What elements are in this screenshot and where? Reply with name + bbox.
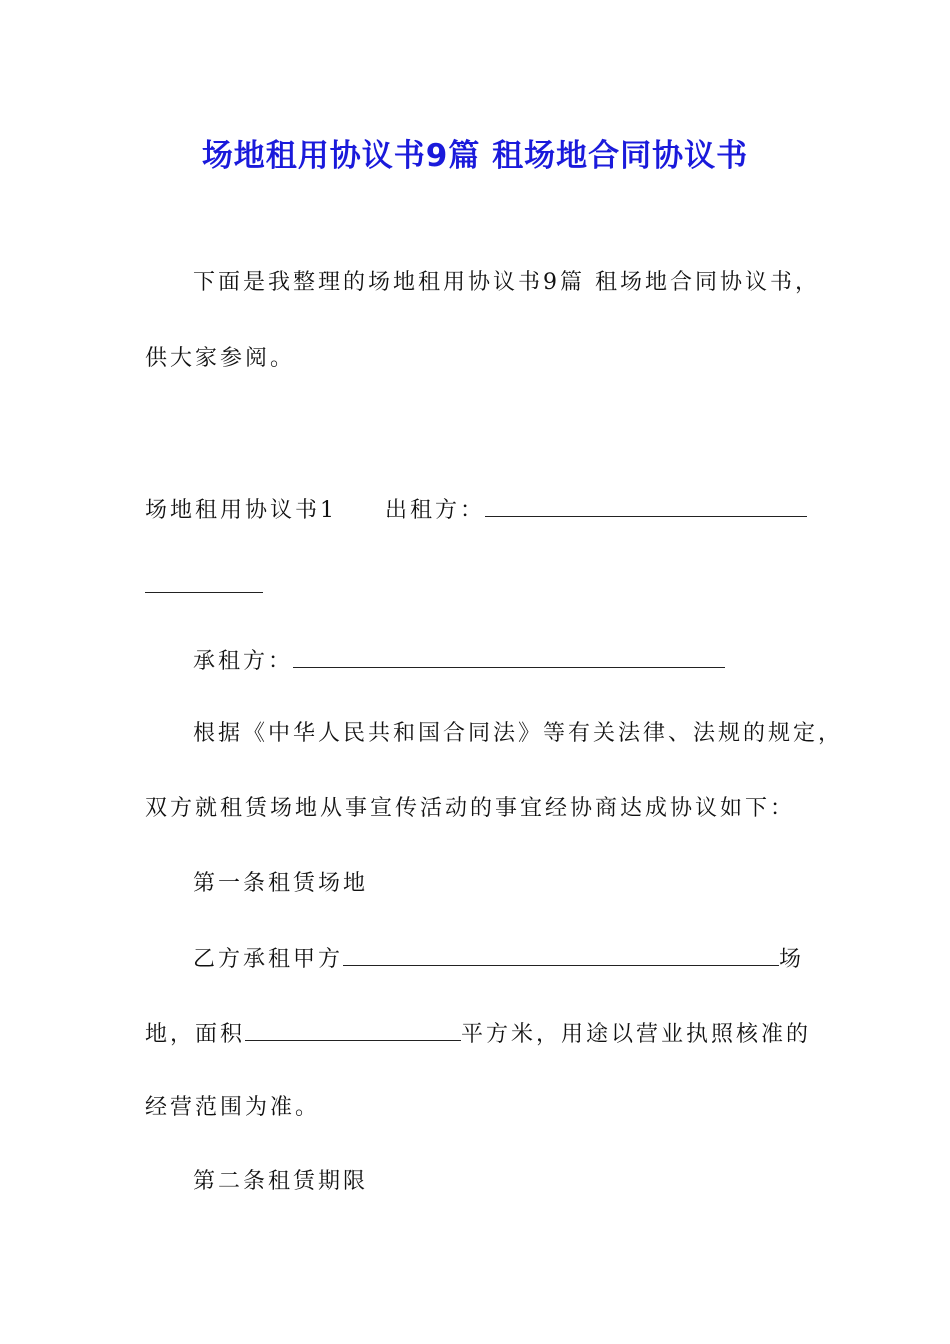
article-2-heading: 第二条租赁期限 xyxy=(193,1169,369,1194)
document-title: 场地租用协议书9篇 租场地合同协议书 xyxy=(201,138,749,174)
article-1-line-1-suffix: 场 xyxy=(779,947,805,972)
basis-paragraph-line-1: 根据《中华人民共和国合同法》等有关法律、法规的规定， xyxy=(193,721,844,746)
article-1-heading: 第一条租赁场地 xyxy=(193,871,369,896)
lessor-blank xyxy=(485,494,807,517)
lessee-label: 承租方： xyxy=(193,649,294,674)
article-1-line-2 xyxy=(145,1018,811,1050)
area-blank xyxy=(245,1018,461,1041)
lessor-blank-continuation-line xyxy=(145,570,263,602)
article-1-line-3: 经营范围为准。 xyxy=(145,1095,321,1120)
intro-paragraph-line-1: 下面是我整理的场地租用协议书9篇 租场地合同协议书， xyxy=(193,270,820,295)
section-1-heading-line xyxy=(145,494,807,526)
intro-paragraph-line-2: 供大家参阅。 xyxy=(145,346,296,371)
article-1-line-1 xyxy=(193,943,804,975)
section-1-label: 场地租用协议书1 xyxy=(145,498,337,523)
article-1-line-2-prefix: 地，面积 xyxy=(145,1022,246,1047)
article-1-line-1-prefix: 乙方承租甲方 xyxy=(193,947,344,972)
venue-name-blank xyxy=(343,943,779,966)
lessee-blank xyxy=(293,645,725,668)
lessor-label: 出租方： xyxy=(385,498,486,523)
basis-paragraph-line-2: 双方就租赁场地从事宣传活动的事宜经协商达成协议如下： xyxy=(145,796,796,821)
lessor-blank-continuation xyxy=(145,570,263,593)
article-1-line-2-suffix: 平方米，用途以营业执照核准的 xyxy=(461,1022,812,1047)
lessee-line xyxy=(193,645,725,677)
